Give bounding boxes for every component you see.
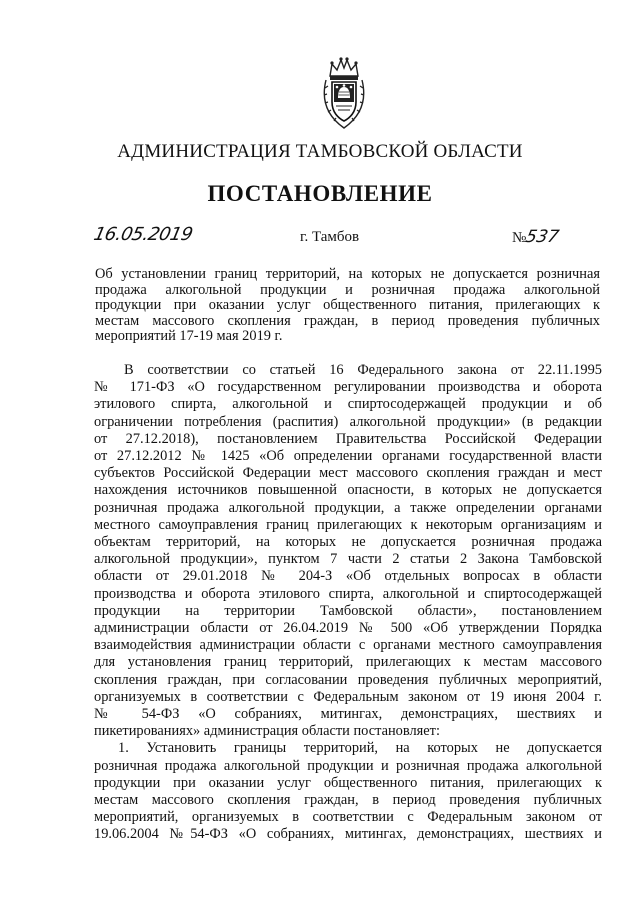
document-subject (95, 267, 600, 345)
body-line: скопления граждан, при согласовании проведения публичных мероприятий, (94, 671, 602, 688)
subject-line: продукции при оказании услуг общественного питания, прилегающих к (95, 297, 600, 313)
body-line: В соответствии со статьей 16 Федерального закона от 22.11.1995 (124, 362, 602, 378)
number-sign: № (512, 230, 527, 246)
body-line: № 54-ФЗ «О собраниях, митингах, демонстрациях, шествиях и (94, 706, 602, 723)
body-line: объектам территорий, на которых не допускается розничная продажа (94, 534, 602, 551)
body-line: ограничении потребления (распития) алкогольной продукции» (в редакции (94, 413, 602, 430)
document-type-title: ПОСТАНОВЛЕНИЕ (207, 181, 433, 206)
body-line: организуемых в соответствии с Федеральным законом от 19 июня 2004 г. (94, 688, 602, 705)
body-line: области от 29.01.2018 № 204-З «Об отдельных вопросах в области (94, 568, 602, 585)
body-line: местам массового скопления граждан, в период проведения публичных (94, 792, 602, 809)
body-line: субъектов Российской Федерации мест массового скопления граждан и мест (94, 465, 602, 482)
body-line: мероприятий, организуемых в соответствии с Федеральным законом от (94, 809, 602, 826)
body-line: для установления границ территорий, прилегающих к местам массового (94, 654, 602, 671)
body-line: розничная продажа алкогольной продукции и розничная продажа алкогольной (94, 757, 602, 774)
body-line: 19.06.2004 №54-ФЗ «О собраниях, митингах, демонстрациях, шествиях и (94, 826, 602, 843)
coat-of-arms-icon (322, 56, 366, 130)
body-line: 1. Установить границы территорий, на которых не допускается (118, 740, 602, 757)
number-value: 537 (524, 227, 561, 247)
organization-title: АДМИНИСТРАЦИЯ ТАМБОВСКОЙ ОБЛАСТИ (117, 141, 523, 162)
body-line: розничная продажа алкогольной продукции, а также определении органами (94, 499, 602, 516)
body-line: администрации области от 26.04.2019 № 500 «Об утверждении Порядка (94, 620, 602, 637)
subject-line: Об установлении границ территорий, на которых не допускается розничная (95, 266, 600, 282)
body-line: этилового спирта, алкогольной и спиртосодержащей продукции и об (94, 396, 602, 413)
body-line: продукции на территории Тамбовской области», постановлением (94, 602, 602, 619)
document-city: г. Тамбов (300, 229, 360, 245)
subject-line: продажа алкогольной продукции и розничная продажа алкогольной (95, 281, 600, 298)
body-line: алкогольной продукции», пунктом 7 части 2 статьи 2 Закона Тамбовской (94, 551, 602, 568)
document-body (94, 362, 602, 844)
body-line: продукции при оказании услуг общественного питания, прилегающих к (94, 774, 602, 791)
subject-line: мероприятий 17-19 мая 2019 г. (95, 328, 283, 344)
body-line: пикетированиях» администрация области постановляет: (94, 723, 440, 740)
body-line: нахождения источников повышенной опасности, в которых не допускается (94, 482, 602, 499)
body-line: производства и оборота этилового спирта, алкогольной и спиртосодержащей (94, 585, 602, 602)
body-line: взаимодействия администрации области с органами местного самоуправления (94, 637, 602, 654)
document-date: 16.05.2019 (91, 224, 195, 245)
body-line: от 27.12.2012 № 1425 «Об определении органами государственной власти (94, 448, 602, 465)
document-number (512, 227, 559, 247)
subject-line: местам массового скопления граждан, в период проведения публичных (95, 312, 600, 329)
body-line: № 171-ФЗ «О государственном регулировании производства и оборота (94, 379, 602, 396)
body-line: от 27.12.2018), постановлением Правительства Российской Федерации (94, 430, 602, 447)
body-line: местного самоуправления границ прилегающих к некоторым организациям и (94, 516, 602, 533)
